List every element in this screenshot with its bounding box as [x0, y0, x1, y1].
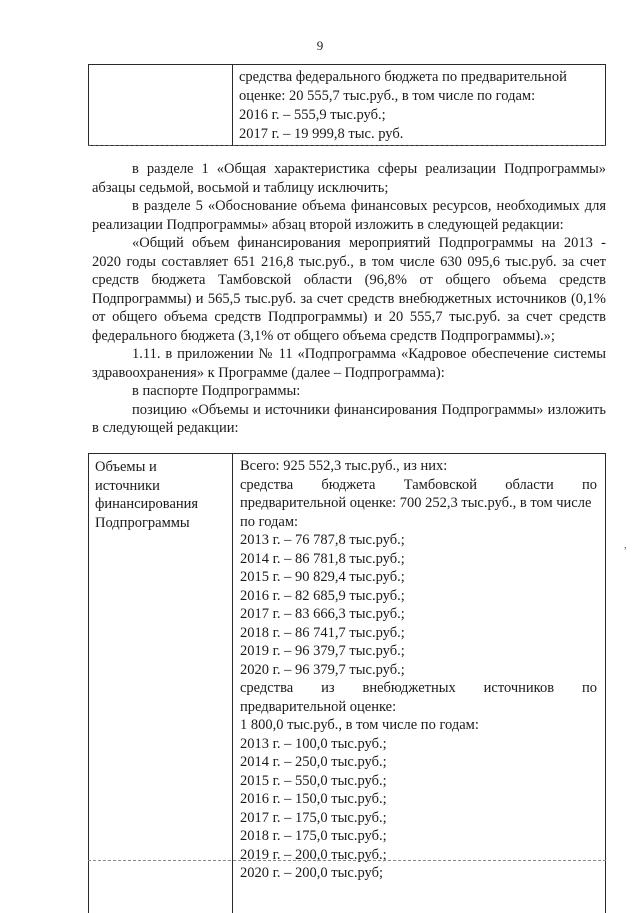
table-line: 2017 г. – 19 999,8 тыс. руб.	[239, 126, 404, 142]
table-line: оценке: 20 555,7 тыс.руб., в том числе по годам:	[239, 88, 536, 104]
table-column-divider	[232, 65, 233, 145]
paragraph-passport: в паспорте Подпрограммы:	[132, 383, 301, 399]
table-line: 2016 г. – 555,9 тыс.руб.;	[239, 107, 386, 123]
regional-year-row: 2020 г. – 96 379,7 тыс.руб.;	[240, 661, 405, 678]
extrabudgetary-year-row: 2017 г. – 175,0 тыс.руб.;	[240, 809, 387, 826]
regional-year-row: 2018 г. – 86 741,7 тыс.руб.;	[240, 624, 405, 641]
regional-budget-heading: средства бюджета Тамбовской области по	[240, 476, 597, 493]
funding-total: Всего: 925 552,3 тыс.руб., из них:	[240, 458, 448, 474]
label-line: источники	[95, 477, 160, 494]
regional-year-row: 2019 г. – 96 379,7 тыс.руб.;	[240, 643, 405, 659]
extrabudgetary-year-row: 2014 г. – 250,0 тыс.руб.;	[240, 754, 387, 770]
page-number: 9	[316, 38, 324, 53]
extrabudgetary-year-row: 2013 г. – 100,0 тыс.руб.;	[240, 735, 387, 752]
paragraph-section-1: в разделе 1 «Общая характеристика сферы реализации Подпрограммы» абзацы седьмой, восьмой и таблицу исключить;	[92, 161, 606, 196]
label-line: финансирования	[95, 496, 199, 512]
funding-table	[88, 453, 606, 913]
regional-year-row: 2016 г. – 82 685,9 тыс.руб.;	[240, 587, 405, 604]
paragraph-funding-quote: «Общий объем финансирования мероприятий Подпрограммы на 2013 - 2020 годы составляет 651 216,8 тыс.руб., в том числе 630 095,6 тыс.руб. за счет средств бюджета Тамбовской области (96,8% от общего объема средств Подпрограммы) и 565,5 тыс.руб. за счет средств внебюджетных источников (0,1% от общего объема средств Подпрограммы) и 20 555,7 тыс.руб. за счет средств федерального бюджета (3,1% от общего объема средств Подпрограммы).»;	[92, 235, 606, 344]
continuation-table-right-cell	[239, 68, 599, 144]
table-row-separator	[88, 860, 606, 861]
extrabudgetary-estimate: предварительной оценке:	[240, 698, 397, 715]
table-line: средства федерального бюджета по предварительной	[239, 69, 567, 85]
extrabudgetary-heading: средства из внебюджетных источников по	[240, 680, 597, 696]
regional-year-row: 2014 г. – 86 781,8 тыс.руб.;	[240, 550, 405, 567]
extrabudgetary-year-row: 2020 г. – 200,0 тыс.руб;	[240, 865, 383, 881]
extrabudgetary-year-row: 2018 г. – 175,0 тыс.руб.;	[240, 828, 387, 844]
funding-table-value-cell	[240, 457, 597, 883]
paragraph-section-5: в разделе 5 «Обоснование объема финансовых ресурсов, необходимых для реализации Подпрограммы» абзац второй изложить в следующей редакции:	[92, 198, 606, 233]
paragraph-item-1-11: 1.11. в приложении № 11 «Подпрограмма «Кадровое обеспечение системы здравоохранения» к Программе (далее – Подпрограмма):	[92, 346, 606, 381]
margin-mark: ,	[624, 540, 627, 551]
by-years-label: по годам:	[240, 513, 299, 530]
regional-year-row: 2013 г. – 76 787,8 тыс.руб.;	[240, 532, 405, 548]
extrabudgetary-year-row: 2015 г. – 550,0 тыс.руб.;	[240, 772, 387, 789]
regional-budget-sum: предварительной оценке: 700 252,3 тыс.руб., в том числе	[240, 495, 592, 511]
label-line: Подпрограммы	[95, 514, 190, 531]
paragraph-position: позицию «Объемы и источники финансирования Подпрограммы» изложить в следующей редакции:	[92, 401, 606, 436]
label-line: Объемы и	[95, 459, 157, 475]
document-body	[92, 160, 606, 438]
extrabudgetary-sum: 1 800,0 тыс.руб., в том числе по годам:	[240, 717, 479, 733]
regional-year-row: 2015 г. – 90 829,4 тыс.руб.;	[240, 569, 405, 585]
extrabudgetary-year-row: 2019 г. – 200,0 тыс.руб.;	[240, 846, 387, 863]
continuation-table	[88, 64, 606, 146]
table-column-divider	[232, 454, 233, 913]
funding-table-label-cell	[95, 458, 227, 532]
regional-year-row: 2017 г. – 83 666,3 тыс.руб.;	[240, 606, 405, 622]
table-row-separator	[88, 145, 606, 146]
extrabudgetary-year-row: 2016 г. – 150,0 тыс.руб.;	[240, 791, 387, 807]
